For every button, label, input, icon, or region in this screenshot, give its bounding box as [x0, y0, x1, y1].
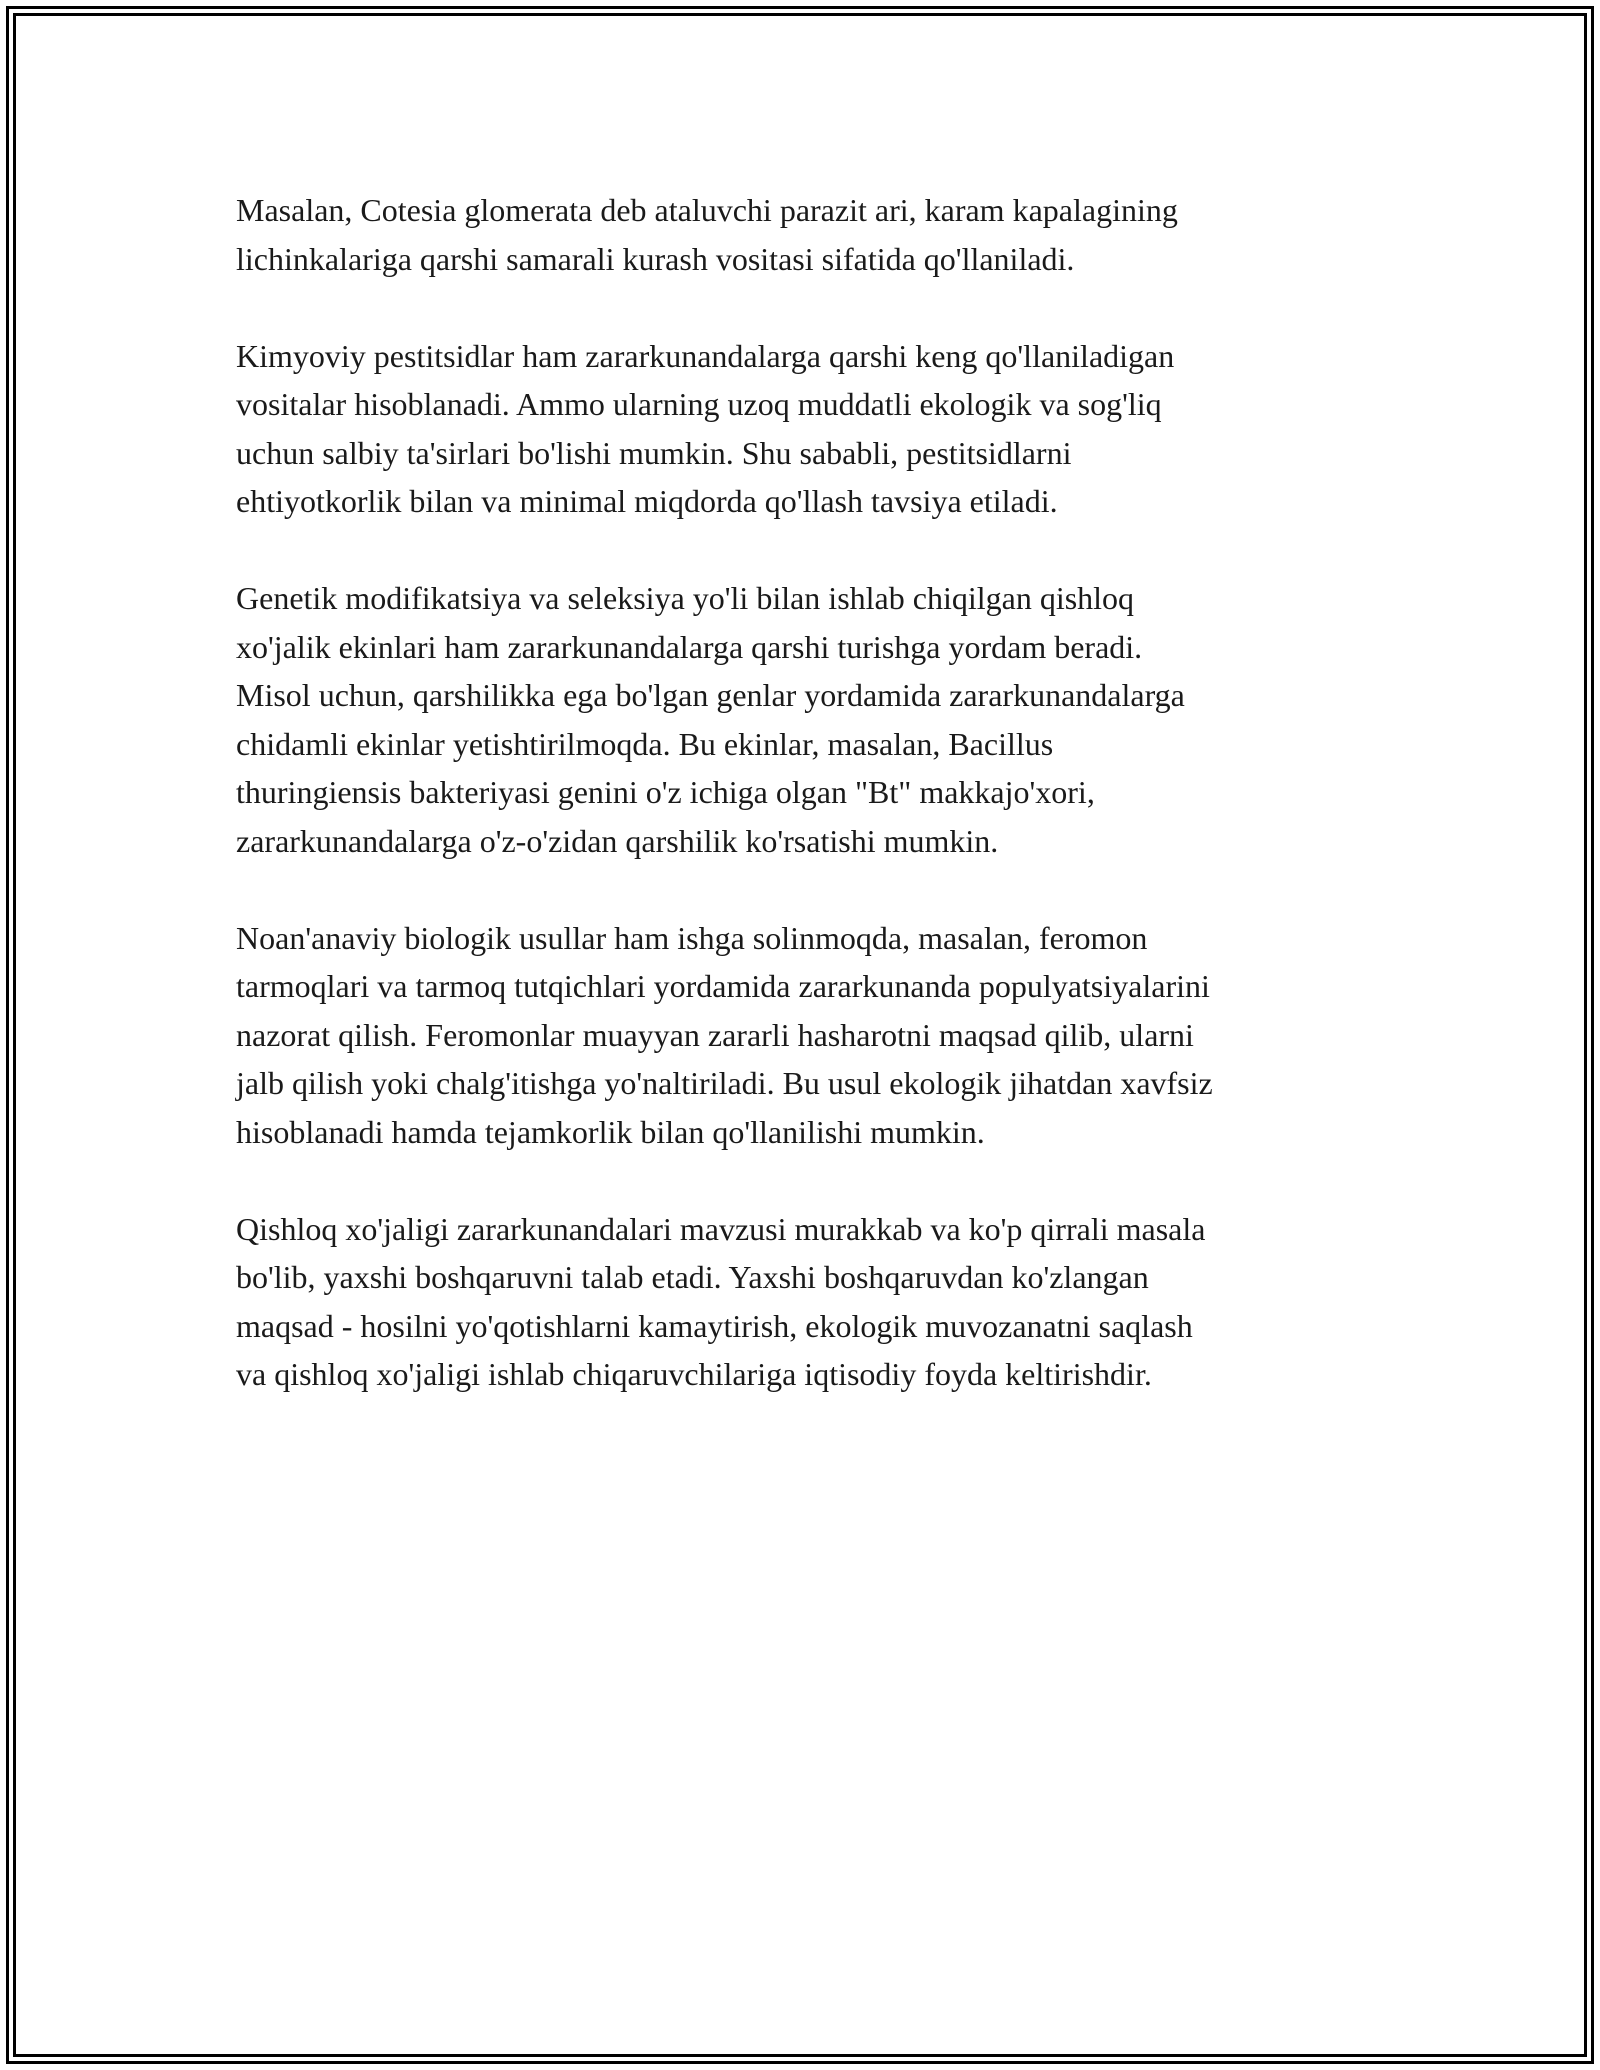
document-body [236, 186, 1376, 1447]
text-line: vositalar hisoblanadi. Ammo ularning uzoq muddatli ekologik va sog'liq [236, 386, 1162, 422]
text-line: Masalan, Cotesia glomerata deb ataluvchi parazit ari, karam kapalagining [236, 192, 1178, 228]
text-line: thuringiensis bakteriyasi genini o'z ichiga olgan "Bt" makkajo'xori, [236, 774, 1095, 810]
text-line: va qishloq xo'jaligi ishlab chiqaruvchilariga iqtisodiy foyda keltirishdir. [236, 1356, 1152, 1392]
paragraph [236, 186, 1376, 283]
text-line: bo'lib, yaxshi boshqaruvni talab etadi. Yaxshi boshqaruvdan ko'zlangan [236, 1259, 1149, 1295]
paragraph [236, 914, 1376, 1157]
text-line: hisoblanadi hamda tejamkorlik bilan qo'llanilishi mumkin. [236, 1113, 985, 1150]
text-line: xo'jalik ekinlari ham zararkunandalarga qarshi turishga yordam beradi. [236, 628, 1143, 665]
text-line: ehtiyotkorlik bilan va minimal miqdorda qo'llash tavsiya etiladi. [236, 483, 1058, 519]
text-line: zararkunandalarga o'z-o'zidan qarshilik ko'rsatishi mumkin. [236, 822, 999, 859]
text-line: tarmoqlari va tarmoq tutqichlari yordamida zararkunanda populyatsiyalarini [236, 968, 1210, 1004]
text-line: Misol uchun, qarshilikka ega bo'lgan genlar yordamida zararkunandalarga [236, 677, 1185, 713]
text-line: Qishloq xo'jaligi zararkunandalari mavzusi murakkab va ko'p qirrali masala [236, 1210, 1206, 1247]
text-line: nazorat qilish. Feromonlar muayyan zararli hasharotni maqsad qilib, ularni [236, 1016, 1194, 1053]
paragraph [236, 1205, 1376, 1399]
paragraph [236, 574, 1376, 865]
paragraph [236, 332, 1376, 526]
text-line: Genetik modifikatsiya va seleksiya yo'li bilan ishlab chiqilgan qishloq [236, 580, 1135, 616]
text-line: chidamli ekinlar yetishtirilmoqda. Bu ekinlar, masalan, Bacillus [236, 725, 1054, 762]
text-line: Kimyoviy pestitsidlar ham zararkunandalarga qarshi keng qo'llaniladigan [236, 337, 1175, 374]
text-line: uchun salbiy ta'sirlari bo'lishi mumkin. Shu sababli, pestitsidlarni [236, 434, 1072, 471]
text-line: jalb qilish yoki chalg'itishga yo'naltiriladi. Bu usul ekologik jihatdan xavfsiz [236, 1065, 1213, 1101]
text-line: maqsad - hosilni yo'qotishlarni kamaytirish, ekologik muvozanatni saqlash [236, 1307, 1193, 1344]
text-line: Noan'anaviy biologik usullar ham ishga solinmoqda, masalan, feromon [236, 919, 1148, 956]
text-line: lichinkalariga qarshi samarali kurash vositasi sifatida qo'llaniladi. [236, 240, 1075, 277]
